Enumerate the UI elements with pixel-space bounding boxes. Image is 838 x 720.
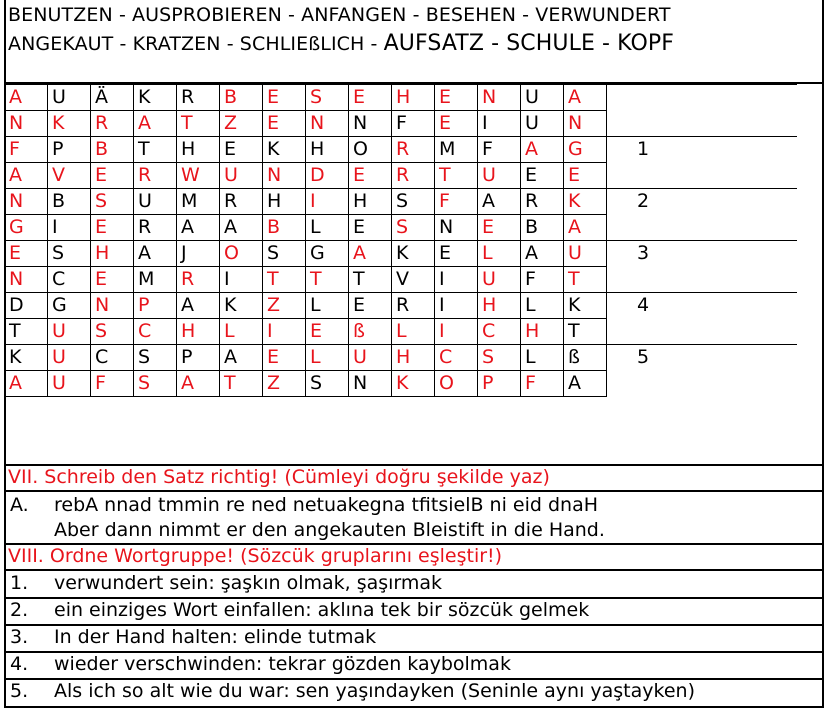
- grid-cell: L: [521, 345, 564, 371]
- grid-cell: A: [521, 241, 564, 267]
- grid-cell: S: [392, 215, 435, 241]
- section7-answer: [10, 519, 605, 541]
- grid-cell: E: [349, 85, 392, 111]
- grid-cell: H: [91, 241, 134, 267]
- grid-cell: R: [521, 189, 564, 215]
- grid-row-number: [607, 111, 797, 137]
- grid-cell: K: [220, 293, 263, 319]
- grid-cell: S: [306, 85, 349, 111]
- grid-cell: A: [564, 85, 607, 111]
- section8-item-text: wieder verschwinden: tekrar gözden kaybolmak: [54, 653, 511, 675]
- grid-cell: U: [521, 111, 564, 137]
- grid-cell: E: [263, 111, 306, 137]
- grid-row: [5, 189, 797, 215]
- grid-row: [5, 371, 797, 397]
- grid-cell: A: [478, 189, 521, 215]
- grid-cell: O: [220, 241, 263, 267]
- section8-item-number: 3.: [10, 626, 29, 648]
- grid-cell: U: [478, 163, 521, 189]
- grid-cell: F: [435, 189, 478, 215]
- grid-row-number: [607, 85, 797, 111]
- grid-cell: E: [349, 163, 392, 189]
- grid-cell: F: [392, 111, 435, 137]
- grid-cell: N: [349, 111, 392, 137]
- grid-cell: R: [392, 137, 435, 163]
- grid-cell: R: [220, 189, 263, 215]
- grid-cell: H: [306, 137, 349, 163]
- section8-item-number: 5.: [10, 680, 29, 702]
- grid-cell: A: [5, 85, 48, 111]
- grid-cell: U: [521, 85, 564, 111]
- grid-cell: L: [306, 345, 349, 371]
- grid-row: [5, 137, 797, 163]
- grid-cell: H: [392, 85, 435, 111]
- grid-cell: N: [5, 111, 48, 137]
- grid-cell: T: [564, 267, 607, 293]
- section8-item-number: 4.: [10, 653, 29, 675]
- grid-cell: F: [521, 267, 564, 293]
- grid-cell: O: [349, 137, 392, 163]
- grid-cell: S: [392, 189, 435, 215]
- grid-cell: N: [564, 111, 607, 137]
- grid-cell: A: [134, 241, 177, 267]
- grid-cell: A: [220, 215, 263, 241]
- grid-cell: E: [91, 163, 134, 189]
- grid-cell: A: [220, 345, 263, 371]
- section8-item: [10, 599, 589, 621]
- section8-heading: VIII. Ordne Wortgruppe! (Sözcük gruplarını eşleştir!): [8, 545, 503, 567]
- section7-heading: VII. Schreib den Satz richtig! (Cümleyi doğru şekilde yaz): [8, 466, 550, 488]
- grid-cell: H: [478, 293, 521, 319]
- grid-row-number: 1: [607, 137, 797, 163]
- grid-cell: Ä: [91, 85, 134, 111]
- grid-row-number: [607, 267, 797, 293]
- grid-cell: A: [564, 371, 607, 397]
- grid-cell: I: [435, 267, 478, 293]
- grid-cell: U: [478, 267, 521, 293]
- grid-cell: S: [91, 319, 134, 345]
- section8-item-number: 1.: [10, 572, 29, 594]
- word-list-line-1: BENUTZEN - AUSPROBIEREN - ANFANGEN - BESEHEN - VERWUNDERT: [8, 4, 671, 26]
- grid-cell: V: [48, 163, 91, 189]
- grid-cell: I: [220, 267, 263, 293]
- grid-cell: B: [220, 85, 263, 111]
- grid-cell: I: [263, 319, 306, 345]
- grid-cell: U: [48, 371, 91, 397]
- grid-cell: S: [134, 345, 177, 371]
- grid-cell: N: [349, 371, 392, 397]
- grid-cell: H: [177, 137, 220, 163]
- grid-cell: Z: [263, 293, 306, 319]
- grid-row: [5, 319, 797, 345]
- grid-cell: D: [306, 163, 349, 189]
- grid-cell: C: [435, 345, 478, 371]
- grid-cell: A: [521, 137, 564, 163]
- grid-cell: P: [48, 137, 91, 163]
- grid-cell: I: [435, 319, 478, 345]
- grid-cell: K: [134, 85, 177, 111]
- grid-cell: U: [48, 345, 91, 371]
- grid-cell: M: [177, 189, 220, 215]
- grid-cell: R: [134, 215, 177, 241]
- grid-cell: R: [392, 293, 435, 319]
- grid-cell: K: [392, 241, 435, 267]
- grid-cell: L: [521, 293, 564, 319]
- grid-cell: N: [478, 85, 521, 111]
- grid-cell: K: [564, 189, 607, 215]
- section7-label: A.: [10, 494, 29, 516]
- grid-cell: K: [5, 345, 48, 371]
- section8-item: [10, 572, 442, 594]
- grid-cell: E: [91, 215, 134, 241]
- word-list-line-2-part-a: ANGEKAUT - KRATZEN - SCHLIEßLICH -: [8, 33, 384, 55]
- grid-cell: N: [263, 163, 306, 189]
- grid-cell: M: [134, 267, 177, 293]
- grid-cell: A: [177, 371, 220, 397]
- grid-cell: G: [564, 137, 607, 163]
- grid-cell: F: [521, 371, 564, 397]
- grid-cell: L: [392, 319, 435, 345]
- section7-answer-text: Aber dann nimmt er den angekauten Bleistift in die Hand.: [54, 519, 605, 541]
- grid-cell: T: [177, 111, 220, 137]
- grid-row-number: [607, 371, 797, 397]
- grid-cell: H: [349, 189, 392, 215]
- word-list-line-2-part-b: AUFSATZ - SCHULE - KOPF: [383, 31, 675, 56]
- grid-row: [5, 345, 797, 371]
- grid-row: [5, 241, 797, 267]
- grid-row-number: [607, 215, 797, 241]
- grid-cell: E: [349, 215, 392, 241]
- grid-cell: A: [177, 293, 220, 319]
- grid-cell: V: [392, 267, 435, 293]
- section8-item-text: verwundert sein: şaşkın olmak, şaşırmak: [54, 572, 443, 594]
- grid-cell: T: [564, 319, 607, 345]
- grid-row-number: 2: [607, 189, 797, 215]
- grid-cell: E: [564, 163, 607, 189]
- grid-cell: T: [263, 267, 306, 293]
- grid-cell: T: [220, 371, 263, 397]
- grid-cell: F: [478, 137, 521, 163]
- section8-heading-rule: [4, 569, 824, 571]
- grid-cell: I: [306, 189, 349, 215]
- grid-cell: L: [306, 215, 349, 241]
- grid-cell: E: [478, 215, 521, 241]
- grid-cell: U: [349, 345, 392, 371]
- grid-cell: B: [91, 137, 134, 163]
- grid-cell: P: [177, 345, 220, 371]
- grid-cell: N: [435, 215, 478, 241]
- grid-cell: U: [564, 241, 607, 267]
- grid-cell: H: [392, 345, 435, 371]
- grid-row: [5, 267, 797, 293]
- grid-cell: K: [392, 371, 435, 397]
- section8-item-text: ein einziges Wort einfallen: aklına tek bir sözcük gelmek: [54, 599, 590, 621]
- grid-cell: I: [435, 293, 478, 319]
- section8-item-text: Als ich so alt wie du war: sen yaşındayken (Seninle aynı yaştayken): [54, 680, 695, 702]
- grid-cell: B: [521, 215, 564, 241]
- grid-cell: C: [48, 267, 91, 293]
- grid-cell: P: [134, 293, 177, 319]
- grid-cell: Z: [263, 371, 306, 397]
- grid-row: [5, 85, 797, 111]
- grid-cell: G: [306, 241, 349, 267]
- section7-scrambled: [10, 494, 598, 516]
- grid-cell: N: [5, 267, 48, 293]
- grid-cell: N: [91, 293, 134, 319]
- grid-cell: N: [5, 189, 48, 215]
- grid-cell: L: [306, 293, 349, 319]
- section7-heading-rule: [4, 490, 824, 492]
- grid-row-number: [607, 319, 797, 345]
- grid-cell: S: [478, 345, 521, 371]
- grid-cell: A: [5, 163, 48, 189]
- grid-cell: S: [263, 241, 306, 267]
- grid-cell: T: [134, 137, 177, 163]
- section8-item: [10, 680, 695, 702]
- grid-cell: S: [134, 371, 177, 397]
- grid-cell: C: [478, 319, 521, 345]
- grid-cell: E: [435, 111, 478, 137]
- grid-cell: E: [435, 241, 478, 267]
- grid-cell: T: [5, 319, 48, 345]
- section8-item: [10, 653, 511, 675]
- grid-cell: I: [478, 111, 521, 137]
- grid-cell: E: [5, 241, 48, 267]
- grid-cell: B: [48, 189, 91, 215]
- grid-cell: R: [91, 111, 134, 137]
- grid-row: [5, 293, 797, 319]
- grid-cell: H: [521, 319, 564, 345]
- section7-scrambled-text: rebA nnad tmmin re ned netuakegna tfitsielB ni eid dnaH: [54, 494, 599, 516]
- grid-cell: N: [306, 111, 349, 137]
- grid-cell: S: [48, 241, 91, 267]
- grid-cell: A: [177, 215, 220, 241]
- grid-cell: E: [220, 137, 263, 163]
- grid-cell: P: [478, 371, 521, 397]
- grid-cell: G: [5, 215, 48, 241]
- grid-cell: E: [521, 163, 564, 189]
- grid-cell: ß: [349, 319, 392, 345]
- grid-cell: L: [220, 319, 263, 345]
- grid-cell: T: [435, 163, 478, 189]
- grid-cell: L: [478, 241, 521, 267]
- grid-cell: R: [392, 163, 435, 189]
- section8-item: [10, 626, 376, 648]
- grid-cell: U: [48, 319, 91, 345]
- grid-cell: B: [263, 215, 306, 241]
- grid-row-number: 4: [607, 293, 797, 319]
- grid-cell: E: [306, 319, 349, 345]
- grid-cell: E: [435, 85, 478, 111]
- grid-cell: E: [91, 267, 134, 293]
- grid-cell: H: [177, 319, 220, 345]
- grid-cell: T: [349, 267, 392, 293]
- grid-cell: E: [263, 85, 306, 111]
- grid-cell: G: [48, 293, 91, 319]
- grid-row-number: 3: [607, 241, 797, 267]
- grid-row-number: 5: [607, 345, 797, 371]
- grid-cell: ß: [564, 345, 607, 371]
- grid-cell: E: [263, 345, 306, 371]
- grid-cell: A: [134, 111, 177, 137]
- grid-cell: S: [91, 189, 134, 215]
- grid-cell: K: [48, 111, 91, 137]
- grid-cell: S: [306, 371, 349, 397]
- word-list-line-2: [8, 31, 674, 56]
- grid-cell: E: [349, 293, 392, 319]
- grid-cell: W: [177, 163, 220, 189]
- grid-cell: M: [435, 137, 478, 163]
- grid-cell: T: [306, 267, 349, 293]
- grid-cell: U: [134, 189, 177, 215]
- grid-cell: F: [5, 137, 48, 163]
- grid-cell: A: [564, 215, 607, 241]
- grid-cell: R: [177, 267, 220, 293]
- grid-cell: C: [134, 319, 177, 345]
- grid-cell: J: [177, 241, 220, 267]
- section8-item-text: In der Hand halten: elinde tutmak: [54, 626, 377, 648]
- grid-cell: K: [564, 293, 607, 319]
- grid-row: [5, 163, 797, 189]
- section8-item-number: 2.: [10, 599, 29, 621]
- grid-cell: U: [48, 85, 91, 111]
- grid-cell: R: [134, 163, 177, 189]
- grid-cell: O: [435, 371, 478, 397]
- grid-row: [5, 215, 797, 241]
- grid-cell: C: [91, 345, 134, 371]
- grid-cell: Z: [220, 111, 263, 137]
- grid-cell: K: [263, 137, 306, 163]
- grid-cell: A: [349, 241, 392, 267]
- grid-row: [5, 111, 797, 137]
- grid-cell: I: [48, 215, 91, 241]
- grid-cell: F: [91, 371, 134, 397]
- grid-cell: U: [220, 163, 263, 189]
- grid-cell: R: [177, 85, 220, 111]
- grid-cell: A: [5, 371, 48, 397]
- grid-cell: H: [263, 189, 306, 215]
- word-search-grid: [4, 84, 797, 397]
- grid-row-number: [607, 163, 797, 189]
- grid-cell: D: [5, 293, 48, 319]
